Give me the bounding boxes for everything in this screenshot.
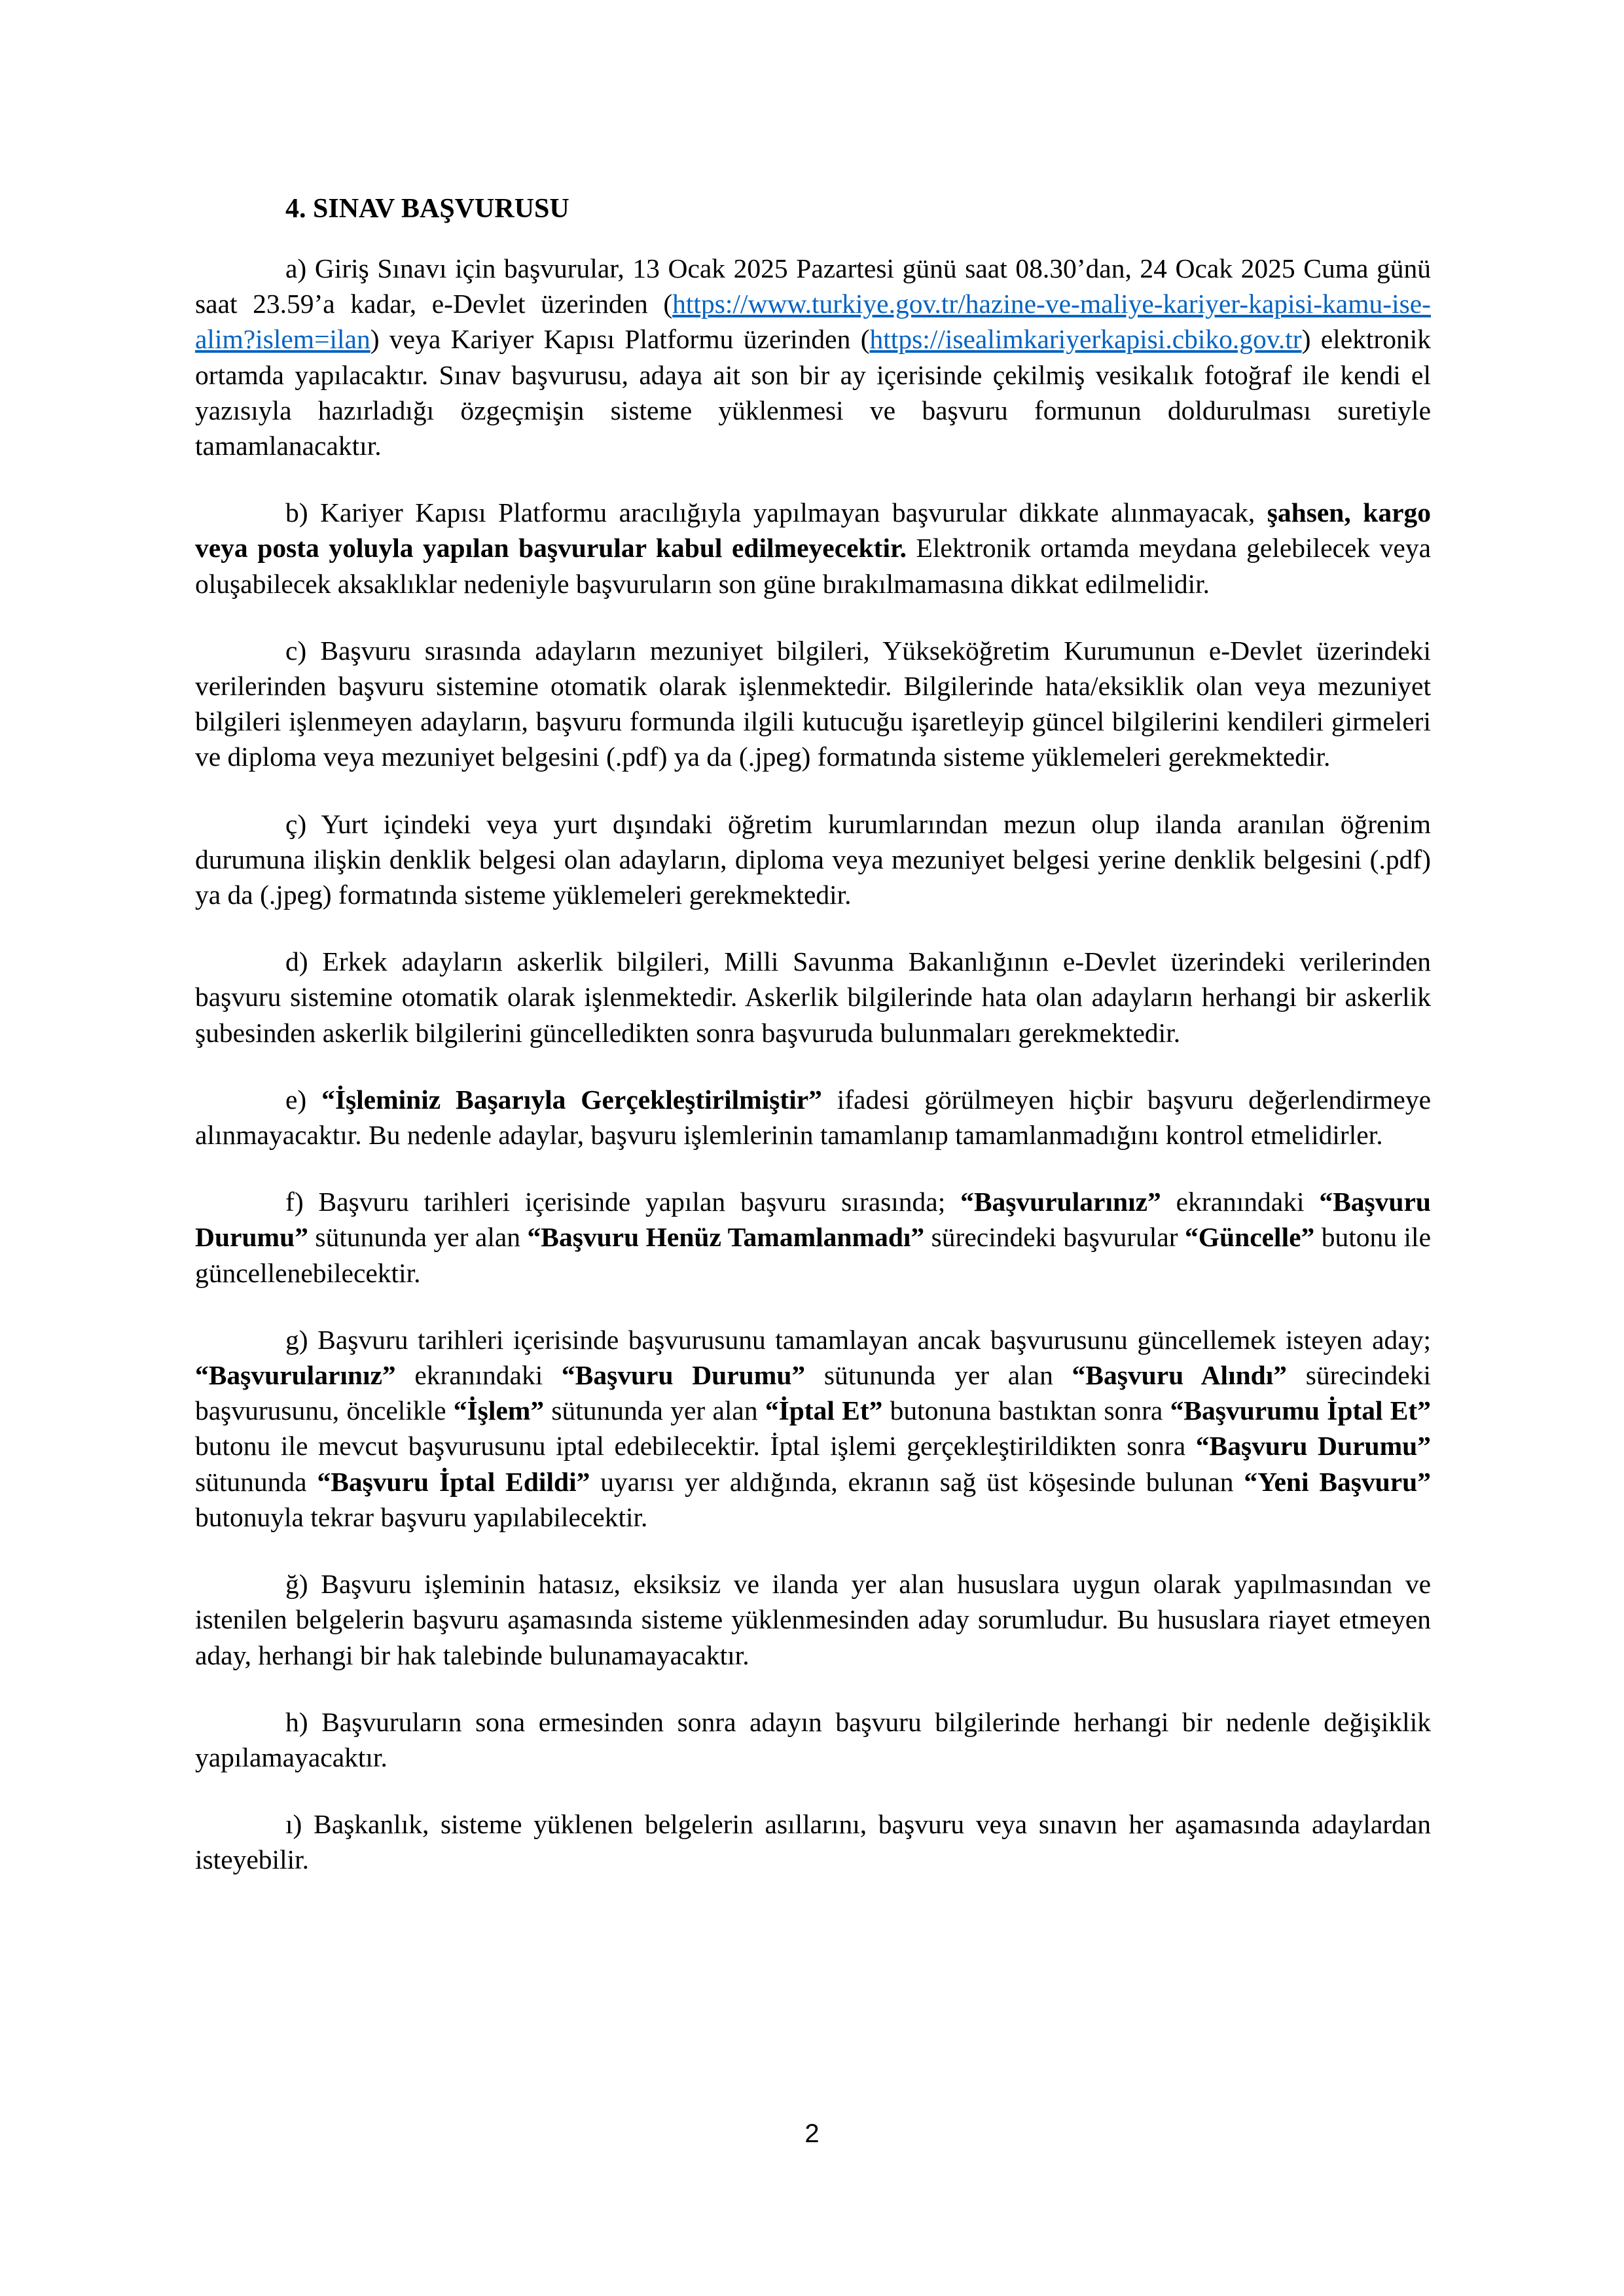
paragraph-g-bold-5: “İptal Et”	[765, 1395, 883, 1426]
paragraph-g-text-7: butonu ile mevcut başvurusunu iptal edebilecektir. İptal işlemi gerçekleştirildikten sonra	[195, 1431, 1196, 1462]
paragraph-e	[195, 1082, 1431, 1153]
paragraph-g-bold-1: “Başvurularınız”	[195, 1360, 396, 1391]
paragraph-d-text-1: d) Erkek adayların askerlik bilgileri, Milli Savunma Bakanlığının e-Devlet üzerindeki verilerinden başvuru sistemine otomatik olarak işlenmektedir. Askerlik bilgilerinde hata olan adayların herhangi bir askerlik şubesinden askerlik bilgilerini güncelledikten sonra başvuruda bulunmaları gerekmektedir.	[195, 946, 1431, 1048]
paragraph-c	[195, 633, 1431, 775]
paragraph-b-text-2: Elektronik ortamda meydana gelebilecek veya oluşabilecek aksaklıklar nedeniyle başvuruların son güne bırakılmamasına dikkat edilmelidir.	[195, 533, 1431, 599]
paragraph-c-text-1: c) Başvuru sırasında adayların mezuniyet bilgileri, Yükseköğretim Kurumunun e-Devlet üzerindeki verilerinden başvuru sistemine otomatik olarak işlenmektedir. Bilgilerinde hata/eksiklik olan veya mezuniyet bilgileri işlenmeyen adayların, başvuru formunda ilgili kutucuğu işaretleyip güncel bilgilerini kendileri girmeleri ve diploma veya mezuniyet belgesini (.pdf) ya da (.jpeg) formatında sisteme yüklemeleri gerekmektedir.	[195, 635, 1431, 772]
paragraph-g-bold-7: “Başvuru Durumu”	[1195, 1431, 1431, 1462]
paragraph-g-text-3: sütununda yer alan	[805, 1360, 1072, 1391]
kariyer-kapisi-link[interactable]: https://isealimkariyerkapisi.cbiko.gov.tr	[869, 324, 1302, 355]
paragraph-g-bold-4: “İşlem”	[453, 1395, 545, 1426]
paragraph-g-text-10: butonuyla tekrar başvuru yapılabilecektir.	[195, 1501, 648, 1532]
paragraph-cc-text-1: ç) Yurt içindeki veya yurt dışındaki öğretim kurumlarından mezun olup ilanda aranılan öğrenim durumuna ilişkin denklik belgesi olan adayların, diploma veya mezuniyet belgesi yerine denklik belgesini (.pdf) ya da (.jpeg) formatında sisteme yüklemeleri gerekmektedir.	[195, 808, 1431, 910]
paragraph-a-text-1: a) Giriş Sınavı için başvurular, 13 Ocak 2025 Pazartesi günü saat 08.30’dan, 24 Ocak 2025 Cuma günü saat 23.59’a kadar, e-Devlet üzerinden (	[195, 253, 1431, 319]
paragraph-d	[195, 944, 1431, 1050]
paragraph-e-text-1: e)	[285, 1084, 322, 1115]
paragraph-f-text-4: sürecindeki başvurular	[924, 1222, 1185, 1253]
paragraph-e-bold-1: “İşleminiz Başarıyla Gerçekleştirilmiştir”	[321, 1084, 822, 1115]
paragraph-h	[195, 1704, 1431, 1775]
paragraph-a-text-2: ) veya Kariyer Kapısı Platformu üzerinden (	[370, 324, 870, 355]
paragraph-gg	[195, 1566, 1431, 1673]
page-number: 2	[804, 2119, 820, 2148]
paragraph-g	[195, 1322, 1431, 1535]
paragraph-f-text-1: f) Başvuru tarihleri içerisinde yapılan başvuru sırasında;	[285, 1187, 961, 1217]
paragraph-f	[195, 1184, 1431, 1291]
paragraph-g-text-5: sütununda yer alan	[544, 1395, 765, 1426]
paragraph-f-bold-1: “Başvurularınız”	[960, 1187, 1161, 1217]
paragraph-g-bold-9: “Yeni Başvuru”	[1244, 1466, 1432, 1497]
paragraph-b-text-1: b) Kariyer Kapısı Platformu aracılığıyla yapılmayan başvurular dikkate alınmayacak,	[285, 497, 1267, 528]
paragraph-e-text-2: ifadesi görülmeyen hiçbir başvuru değerlendirmeye alınmayacaktır. Bu nedenle adaylar, başvuru işlemlerinin tamamlanıp tamamlanmadığını kontrol etmelidirler.	[195, 1084, 1431, 1151]
paragraph-g-text-6: butonuna bastıktan sonra	[882, 1395, 1170, 1426]
paragraph-f-text-2: ekranındaki	[1161, 1187, 1320, 1217]
paragraph-f-bold-3: “Başvuru Henüz Tamamlanmadı”	[527, 1222, 925, 1253]
paragraph-g-text-4: sürecindeki başvurusunu, öncelikle	[195, 1360, 1431, 1426]
paragraph-g-bold-8: “Başvuru İptal Edildi”	[317, 1466, 590, 1497]
paragraph-gg-text-1: ğ) Başvuru işleminin hatasız, eksiksiz ve ilanda yer alan hususlara uygun olarak yapılmasından ve istenilen belgelerin başvuru aşamasında sisteme yüklenmesinden aday sorumludur. Bu hususlara riayet etmeyen aday, herhangi bir hak talebinde bulunamayacaktır.	[195, 1569, 1431, 1670]
paragraph-i-text-1: ı) Başkanlık, sisteme yüklenen belgelerin asıllarını, başvuru veya sınavın her aşamasında adaylardan isteyebilir.	[195, 1809, 1431, 1875]
section-heading: 4. SINAV BAŞVURUSU	[285, 194, 569, 224]
paragraph-b-bold-1: şahsen, kargo veya posta yoluyla yapılan başvurular kabul edilmeyecektir.	[195, 497, 1431, 564]
paragraph-g-text-2: ekranındaki	[395, 1360, 562, 1391]
document-body	[195, 251, 1431, 1878]
paragraph-g-bold-6: “Başvurumu İptal Et”	[1170, 1395, 1432, 1426]
paragraph-h-text-1: h) Başvuruların sona ermesinden sonra adayın başvuru bilgilerinde herhangi bir nedenle değişiklik yapılamayacaktır.	[195, 1706, 1431, 1772]
paragraph-a	[195, 251, 1431, 463]
turkiye-gov-link[interactable]: https://www.turkiye.gov.tr/hazine-ve-maliye-kariyer-kapisi-kamu-ise-alim?islem=ilan	[195, 289, 1431, 355]
paragraph-f-bold-2: “Başvuru Durumu”	[195, 1187, 1432, 1253]
paragraph-cc	[195, 806, 1431, 913]
paragraph-b	[195, 495, 1431, 601]
paragraph-g-text-1: g) Başvuru tarihleri içerisinde başvurusunu tamamlayan ancak başvurusunu güncellemek isteyen aday;	[285, 1324, 1431, 1355]
paragraph-a-text-3: ) elektronik ortamda yapılacaktır. Sınav başvurusu, adaya ait son bir ay içerisinde çekilmiş vesikalık fotoğraf ile kendi el yazısıyla hazırladığı özgeçmişin sisteme yüklenmesi ve başvuru formunun doldurulması suretiyle tamamlanacaktır.	[195, 324, 1431, 461]
paragraph-g-text-9: uyarısı yer aldığında, ekranın sağ üst köşesinde bulunan	[590, 1466, 1244, 1497]
paragraph-f-text-5: butonu ile güncellenebilecektir.	[195, 1222, 1431, 1288]
paragraph-g-bold-3: “Başvuru Alındı”	[1072, 1360, 1288, 1391]
paragraph-f-bold-4: “Güncelle”	[1185, 1222, 1315, 1253]
paragraph-i	[195, 1806, 1431, 1877]
paragraph-g-text-8: sütununda	[195, 1466, 317, 1497]
paragraph-f-text-3: sütununda yer alan	[308, 1222, 528, 1253]
paragraph-g-bold-2: “Başvuru Durumu”	[561, 1360, 806, 1391]
